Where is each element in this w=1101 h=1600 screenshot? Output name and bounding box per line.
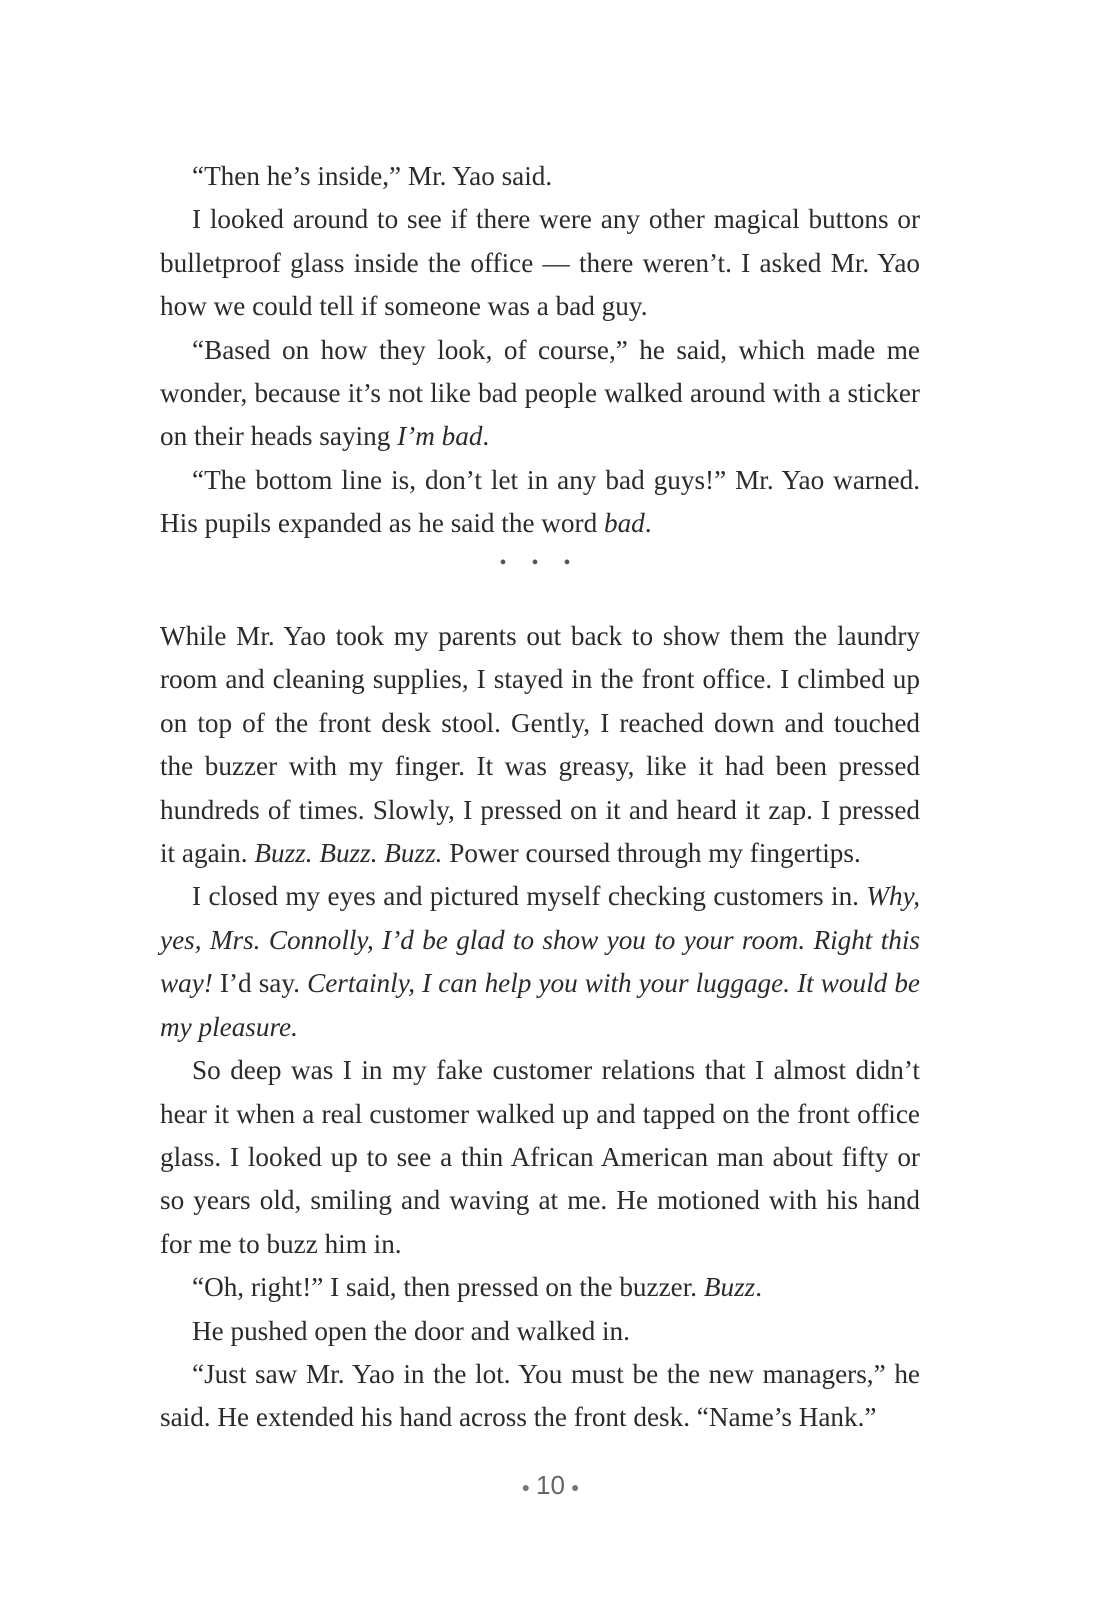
section-break [160,546,920,589]
section-two [160,615,920,1440]
section-break-dots: • • • [499,551,581,574]
italic-text: Certainly, I can help you with your luggage. It would be my pleasure. [160,968,920,1042]
section-break-spacer [160,589,920,615]
book-page [160,155,920,1440]
paragraph [160,1310,920,1353]
paragraph [160,155,920,198]
paragraph-text: . [755,1272,763,1303]
bullet-icon: ● [521,1479,531,1496]
paragraph-text: I closed my eyes and pictured myself checking customers in. [192,881,867,912]
paragraph-text: “Oh, right!” I said, then pressed on the buzzer. [192,1272,704,1303]
paragraph-text: . [644,508,652,539]
paragraph [160,1353,920,1440]
bullet-icon: ● [570,1479,580,1496]
italic-text: Why, yes, Mrs. Connolly, I’d be glad to show you to your room. Right this way! [160,881,920,999]
page-number: 10 [536,1470,565,1500]
paragraph [160,198,920,328]
paragraph-text: While Mr. Yao took my parents out back to show them the laundry room and cleaning supplies, I stayed in the front office. I climbed up on top of the front desk stool. Gently, I reached down and touched the buzzer with my finger. It was greasy, like it had been pressed hundreds of times. Slowly, I pressed on it and heard it zap. I pressed it again. [160,621,920,869]
paragraph [160,875,920,1049]
italic-text: Buzz [703,1272,756,1303]
paragraph-text: I looked around to see if there were any other magical buttons or bulletproof glass inside the office — there weren’t. I asked Mr. Yao how we could tell if someone was a bad guy. [160,204,920,322]
paragraph-text: “Then he’s inside,” Mr. Yao said. [192,161,553,191]
paragraph-text: “Just saw Mr. Yao in the lot. You must be the new managers,” he said. He extended his hand across the front desk. “Name’s Hank.” [160,1358,920,1433]
paragraph-text: “Based on how they look, of course,” he said, which made me wonder, because it’s not like bad people walked around with a sticker on their heads saying [160,334,920,452]
paragraph [160,1266,920,1309]
paragraph-text: I’d say. [212,968,308,999]
paragraph-text: He pushed open the door and walked in. [192,1315,630,1346]
paragraph-text: . [482,421,490,452]
paragraph-text: So deep was I in my fake customer relations that I almost didn’t hear it when a real customer walked up and tapped on the front office glass. I looked up to see a thin African American man about fifty or so years old, smiling and waving at me. He motioned with his hand for me to buzz him in. [160,1055,920,1259]
italic-text: Buzz. Buzz. Buzz. [254,838,443,869]
paragraph-text: Power coursed through my fingertips. [442,838,861,869]
section-one [160,155,920,546]
paragraph [160,459,920,546]
page-number-footer [0,1470,1101,1501]
paragraph [160,615,920,875]
paragraph [160,329,920,459]
italic-text: I’m bad [397,421,483,452]
italic-text: bad [603,508,645,539]
paragraph [160,1049,920,1266]
paragraph-text: “The bottom line is, don’t let in any bad guys!” Mr. Yao warned. His pupils expanded as he said the word [160,464,920,539]
